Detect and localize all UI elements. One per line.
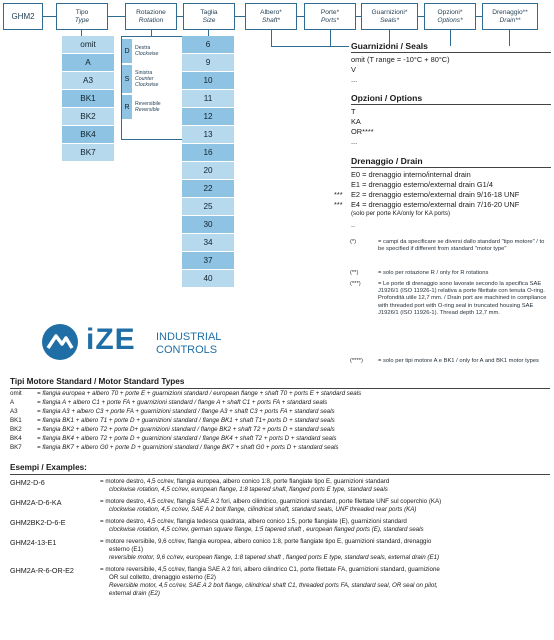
company-logo xyxy=(40,318,240,370)
note-text: = solo per tipi motore A e BK1 / only for A and BK1 motor types xyxy=(378,358,539,364)
connector xyxy=(271,30,272,46)
drain-line: E0 = drenaggio interno/internal drain xyxy=(351,170,471,179)
connector xyxy=(297,16,304,17)
size-option: 34 xyxy=(182,234,234,252)
drain-line: .. xyxy=(351,220,356,229)
divider xyxy=(351,52,551,53)
ports-box xyxy=(304,3,356,30)
standard-row: omit = flangia europea + albero T0 + porte E + guarnizioni standard / european flange + shaft T0 + ports E + standard seals xyxy=(10,390,362,397)
seals-box-label: Guarnizioni* xyxy=(371,9,408,17)
connector xyxy=(450,30,451,46)
size-option: 25 xyxy=(182,198,234,216)
type-option: BK4 xyxy=(62,126,114,144)
example-line: = motore destro, 4,5 cc/rev, flangia SAE A 2 fori, albero cilindrico, guarnizioni standard, porte filettate UNF sul coperchio (KA) xyxy=(100,498,442,505)
type-option: BK1 xyxy=(62,90,114,108)
rotation-label: Destra xyxy=(135,45,151,51)
rotation-label-en: Clockwise xyxy=(135,82,159,88)
note-text: = solo per rotazione R / only for R rotations xyxy=(378,270,489,276)
options-line: KA xyxy=(351,117,361,126)
rotation-label-en: Counter xyxy=(135,76,154,82)
example-line: reversible motor, 9,6 cc/rev, european flange, 1:8 tapered shaft , flanged ports E type, standard seals, external drain (E1) xyxy=(109,554,440,561)
rotation-option xyxy=(122,65,186,93)
drain-box-label-en: Drain** xyxy=(499,16,521,24)
rotation-option xyxy=(122,39,186,63)
seals-title: Guarnizioni / Seals xyxy=(351,41,428,51)
options-box-label: Opzioni* xyxy=(437,9,463,17)
size-box xyxy=(183,3,235,30)
connector xyxy=(235,16,245,17)
seals-line: omit (T range = -10°C + 80°C) xyxy=(351,55,450,64)
example-line: external drain (E2) xyxy=(109,590,160,597)
standard-row: BK7 = flangia BK7 + albero G0 + porte D + guarnizioni standard / flange BK7 + shaft G0 + ports D + standard seals xyxy=(10,444,339,451)
options-box xyxy=(424,3,476,30)
example-line: clockwise rotation, 4,5 cc/rev, SAE A 2 bolt flange, cilindrical shaft, standard seals, UNF threaded rear ports (KA) xyxy=(109,506,417,513)
seals-box-label-en: Seals* xyxy=(379,16,400,24)
example-code: GHM2-D-6 xyxy=(10,478,45,487)
seals-box xyxy=(361,3,418,30)
example-code: GHM24-13-E1 xyxy=(10,538,57,547)
drain-line: *** E4 = drenaggio esterno/external drain 7/16-20 UNF xyxy=(334,200,520,209)
example-line: = motore destro, 4,5 cc/rev, flangia tedesca quadrata, albero conico 1:5, porte flangiate (E), guarnizioni standard xyxy=(100,518,407,525)
options-line: T xyxy=(351,107,356,116)
ports-box-label-en: Ports* xyxy=(321,16,339,24)
drain-title: Drenaggio / Drain xyxy=(351,156,423,166)
size-option: 13 xyxy=(182,126,234,144)
note-text: = campi da specificare se diversi dallo standard "tipo motore" / to be specified if different from standard "motor type" xyxy=(378,239,545,253)
ports-box-label: Porte* xyxy=(320,9,340,17)
size-option: 9 xyxy=(182,54,234,72)
size-option: 10 xyxy=(182,72,234,90)
note-mark: (**) xyxy=(350,270,359,276)
type-box-label: Tipo xyxy=(75,9,89,17)
options-line: ... xyxy=(351,137,358,146)
examples-title: Esempi / Examples: xyxy=(10,463,87,472)
example-code: GHM2A-D-6-KA xyxy=(10,498,62,507)
connector xyxy=(330,30,331,46)
options-line: OR**** xyxy=(351,127,374,136)
note-mark: (****) xyxy=(350,358,363,364)
logo-line2: CONTROLS xyxy=(156,344,218,356)
drain-line: E1 = drenaggio esterno/external drain G1/4 xyxy=(351,180,493,189)
type-box-label-en: Type xyxy=(74,16,90,24)
logo-mark-icon xyxy=(40,322,80,362)
drain-line: *** E2 = drenaggio esterno/external drain 9/16-18 UNF xyxy=(334,190,520,199)
note-text: = Le porte di drenaggio sono lavorate secondo la specifica SAE J1926/1 (ISO 11926-1) relativa a porte filettate con tenuta O-ring. Profondità utile 12,7 mm. / Drain port are machined in compliance with threaded port with O-ring seal in truncated housing SAE J1926/1 (ISO 11926-1). Thread depth 12,7 mm. xyxy=(378,281,547,316)
type-option: omit xyxy=(62,36,114,54)
standard-row: BK2 = flangia BK2 + albero T2 + porte D+ guarnizioni standard / flange BK2 + shaft T2 + ports D + standard seals xyxy=(10,426,335,433)
rotation-code: S xyxy=(122,65,132,93)
example-line: esterno (E1) xyxy=(109,546,144,553)
rotation-option xyxy=(122,95,186,119)
example-line: OR sul colletto, drenaggio esterno (E2) xyxy=(109,574,216,581)
type-option: A3 xyxy=(62,72,114,90)
example-line: = motore reversibile, 9,6 cc/rev, flangia europea, albero conico 1:8, porte flangiate tipo E, guarnizioni standard, drenaggio xyxy=(100,538,432,545)
shaft-box-label-en: Shaft* xyxy=(262,16,280,24)
size-option: 22 xyxy=(182,180,234,198)
rotation-label: Sinistra xyxy=(135,70,153,76)
model-label: GHM2 xyxy=(11,11,35,21)
shaft-box xyxy=(245,3,297,30)
seals-line: ... xyxy=(351,75,358,84)
rotation-box xyxy=(125,3,177,30)
type-list xyxy=(62,36,114,162)
options-box-label-en: Options* xyxy=(437,16,463,24)
divider xyxy=(351,167,551,168)
type-option: BK2 xyxy=(62,108,114,126)
size-option: 12 xyxy=(182,108,234,126)
example-line: clockwise rotation, 4,5 cc/rev, european flange, 1:8 tapered shaft, flanged ports E type, standard seals xyxy=(109,486,388,493)
rotation-box-label: Rotazione xyxy=(136,9,166,17)
example-line: = motore destro, 4,5 cc/rev, flangia europea, albero conico 1:8, porte flangiate tipo E, guarnizioni standard xyxy=(100,478,390,485)
rotation-code: D xyxy=(122,39,132,63)
standard-row: BK4 = flangia BK4 + albero T2 + porte D + guarnizioni standard / flange BK4 + shaft T2 + ports D + standard seals xyxy=(10,435,337,442)
type-box xyxy=(56,3,108,30)
size-option: 30 xyxy=(182,216,234,234)
model-box xyxy=(3,3,43,30)
size-option: 11 xyxy=(182,90,234,108)
size-list xyxy=(182,36,234,288)
connector xyxy=(509,30,510,46)
connector xyxy=(108,16,125,17)
standard-row: A3 = flangia A3 + albero C3 + porte FA + guarnizioni standard / flange A3 + shaft C3 + ports FA + standard seals xyxy=(10,408,335,415)
note-mark: (*) xyxy=(350,239,357,245)
example-line: = motore reversibile, 4,5 cc/rev, flangia SAE A 2 fori, albero cilindrico C1, porte filettate FA, guarnizioni standard, guarnizione xyxy=(100,566,440,573)
logo-line1: INDUSTRIAL xyxy=(156,331,222,343)
type-option: A xyxy=(62,54,114,72)
example-code: GHM2BK2-D-6-E xyxy=(10,518,66,527)
example-line: clockwise rotation, 4,5 cc/rev, german square flange, 1:5 tapered shaft , european flanged ports (E), standard seals xyxy=(109,526,424,533)
divider xyxy=(10,474,550,475)
rotation-list xyxy=(121,36,187,140)
standard-row: A = flangia A + albero C1 + porte FA + guarnizioni standard / flange A + shaft C1 + ports FA + standard seals xyxy=(10,399,328,406)
seals-line: V xyxy=(351,65,356,74)
shaft-box-label: Albero* xyxy=(260,9,282,17)
size-option: 6 xyxy=(182,36,234,54)
rotation-box-label-en: Rotation xyxy=(138,16,164,24)
standard-title: Tipi Motore Standard / Motor Standard Types xyxy=(10,377,185,386)
type-option: BK7 xyxy=(62,144,114,162)
divider xyxy=(10,388,550,389)
options-title: Opzioni / Options xyxy=(351,93,423,103)
size-option: 16 xyxy=(182,144,234,162)
rotation-label-en: Reversible xyxy=(135,107,160,113)
divider xyxy=(351,104,551,105)
rotation-label-en: Clockwise xyxy=(135,51,159,57)
connector xyxy=(43,16,56,17)
size-option: 20 xyxy=(182,162,234,180)
size-option: 37 xyxy=(182,252,234,270)
connector xyxy=(271,46,349,47)
drain-box xyxy=(482,3,538,30)
example-code: GHM2A-R-6-OR-E2 xyxy=(10,566,74,575)
standard-row: BK1 = flangia BK1 + albero T1 + porte D + guarnizioni standard / flange BK1 + shaft T1+ ports D + standard seals xyxy=(10,417,335,424)
example-line: Reversible motor, 4,5 cc/rev, SAE A 2 bolt flange, cilindrical shaft C1, threaded ports FA, standard seal, OR seal on pilot, xyxy=(109,582,438,589)
size-box-label-en: Size xyxy=(202,16,216,24)
drain-line: (solo per porte KA/only for KA ports) xyxy=(351,210,451,217)
logo-brand: iZE xyxy=(86,323,136,356)
note-mark: (***) xyxy=(350,281,361,287)
rotation-code: R xyxy=(122,95,132,119)
rotation-label: Reversibile xyxy=(135,101,161,107)
drain-box-label: Drenaggio** xyxy=(492,9,528,17)
size-box-label: Taglia xyxy=(200,9,218,17)
size-option: 40 xyxy=(182,270,234,288)
